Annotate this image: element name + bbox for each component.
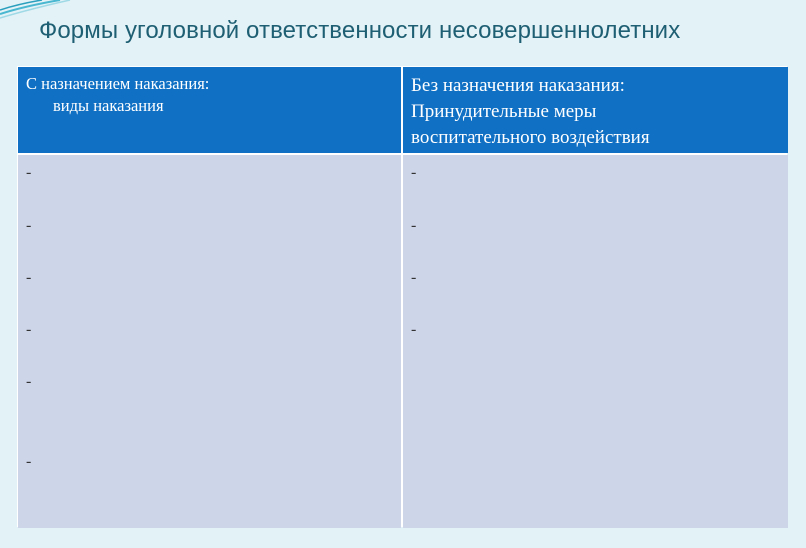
punishment-item-2: -: [26, 217, 32, 234]
punishment-item-4: -: [26, 321, 32, 338]
header-without-punishment-line3: воспитательного воздействия: [411, 127, 650, 148]
measure-item-1: -: [411, 164, 417, 181]
header-without-punishment: [403, 67, 788, 153]
header-with-punishment-title: С назначением наказания:: [26, 74, 210, 93]
punishment-item-6: -: [26, 453, 32, 470]
slide-title: Формы уголовной ответственности несовершеннолетних: [39, 17, 681, 44]
punishment-item-5: -: [26, 373, 32, 390]
punishment-types-cell: [18, 155, 401, 528]
punishment-item-1: -: [26, 164, 32, 181]
header-with-punishment-subtitle: виды наказания: [53, 96, 164, 115]
header-without-punishment-line2: Принудительные меры: [411, 101, 597, 122]
measure-item-4: -: [411, 321, 417, 338]
educational-measures-cell: [403, 155, 788, 528]
header-with-punishment: [18, 67, 401, 153]
header-without-punishment-title: Без назначения наказания:: [411, 75, 625, 96]
punishment-item-3: -: [26, 269, 32, 286]
measure-item-2: -: [411, 217, 417, 234]
forms-table: [17, 66, 787, 527]
measure-item-3: -: [411, 269, 417, 286]
